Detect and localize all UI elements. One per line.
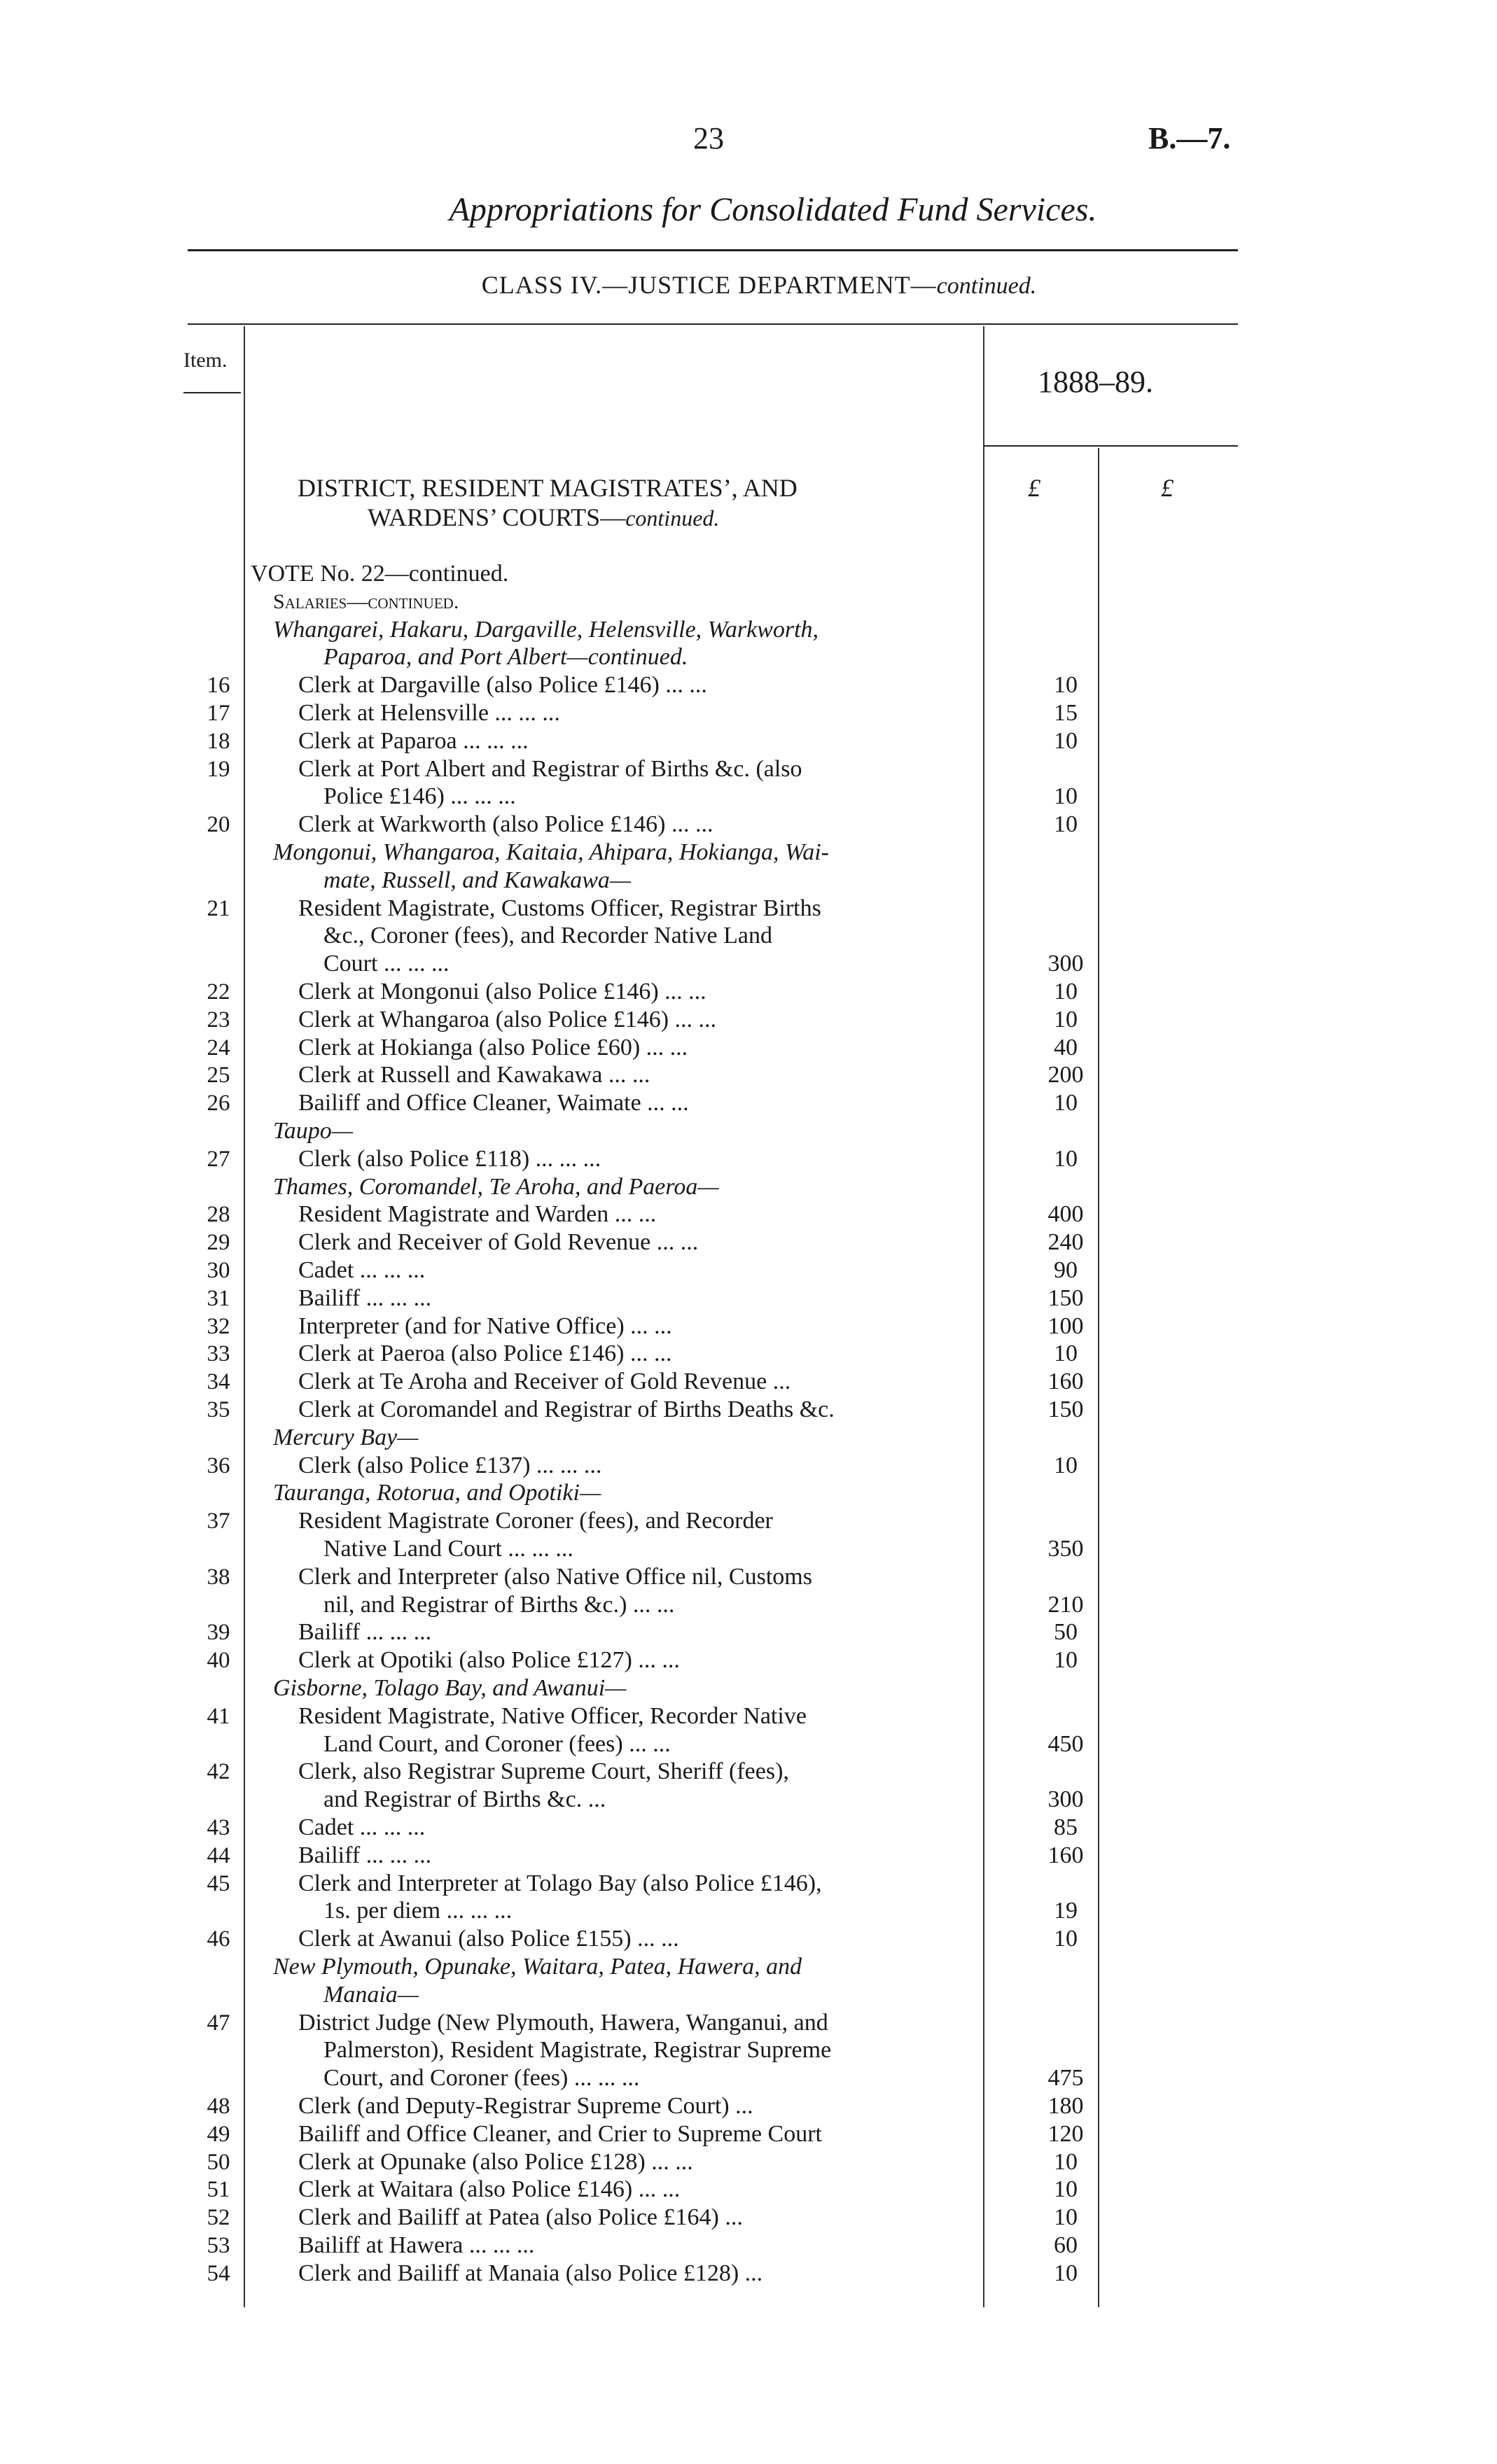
item-description: Manaia— xyxy=(323,1981,419,2008)
item-description: &c., Coroner (fees), and Recorder Native Land xyxy=(323,923,773,949)
table-row xyxy=(0,2036,1497,2064)
section-heading xyxy=(298,473,798,533)
item-description: Clerk (also Police £137) ... ... ... xyxy=(298,1452,602,1478)
item-description: Clerk at Coromandel and Registrar of Births Deaths &c. xyxy=(298,1396,835,1422)
item-description: Clerk at Awanui (also Police £155) ... ... xyxy=(298,1926,679,1952)
item-description: 1s. per diem ... ... ... xyxy=(323,1898,513,1924)
item-amount: 19 xyxy=(1054,1898,1078,1924)
pound-left-header: £ xyxy=(1028,474,1040,502)
table-row xyxy=(0,950,1497,978)
item-description: Clerk at Paeroa (also Police £146) ... ... xyxy=(298,1340,672,1367)
item-amount: 10 xyxy=(1054,2176,1078,2203)
item-description: Tauranga, Rotorua, and Opotiki— xyxy=(273,1480,601,1506)
item-number: 46 xyxy=(207,1926,230,1952)
table-row xyxy=(0,1479,1497,1507)
item-description: Thames, Coromandel, Te Aroha, and Paeroa— xyxy=(273,1173,719,1200)
item-description: mate, Russell, and Kawakawa— xyxy=(323,867,632,893)
item-description: Police £146) ... ... ... xyxy=(323,783,516,810)
table-row xyxy=(0,1674,1497,1702)
table-row xyxy=(0,1061,1497,1089)
item-description: Paparoa, and Port Albert—continued. xyxy=(323,644,688,671)
item-description: Clerk at Paparoa ... ... ... xyxy=(298,727,529,754)
class-heading xyxy=(0,270,1497,300)
item-description: Resident Magistrate, Native Officer, Recorder Native xyxy=(298,1702,807,1729)
section-continued: continued. xyxy=(625,505,720,531)
item-description: Resident Magistrate and Warden ... ... xyxy=(298,1201,657,1228)
table-row xyxy=(0,1452,1497,1480)
item-amount: 300 xyxy=(1047,1786,1084,1813)
table-row xyxy=(0,1563,1497,1591)
item-description: Clerk at Whangaroa (also Police £146) ... ... xyxy=(298,1006,717,1032)
item-description: VOTE No. 22—continued. xyxy=(251,561,509,587)
item-description: Clerk at Opotiki (also Police £127) ... ... xyxy=(298,1647,680,1674)
table-row xyxy=(0,1535,1497,1563)
item-amount: 10 xyxy=(1054,1145,1078,1172)
item-description: Salaries—continued. xyxy=(273,589,459,613)
item-description: Clerk and Bailiff at Patea (also Police £164) ... xyxy=(298,2204,743,2231)
page-title: Appropriations for Consolidated Fund Services. xyxy=(449,191,1097,228)
item-number: 36 xyxy=(207,1452,230,1478)
table-row xyxy=(0,783,1497,811)
item-description: Clerk at Waitara (also Police £146) ... ... xyxy=(298,2176,681,2203)
item-number: 19 xyxy=(207,756,230,782)
item-number: 47 xyxy=(207,2010,230,2036)
item-description: Clerk at Te Aroha and Receiver of Gold Revenue ... xyxy=(298,1368,791,1395)
table-row xyxy=(0,1200,1497,1228)
item-number: 29 xyxy=(207,1230,230,1256)
item-amount: 120 xyxy=(1047,2120,1084,2147)
item-amount: 10 xyxy=(1054,672,1078,699)
item-number: 49 xyxy=(207,2121,230,2147)
table-row xyxy=(0,2148,1497,2176)
item-amount: 150 xyxy=(1047,1396,1084,1422)
item-amount: 40 xyxy=(1054,1034,1078,1060)
item-number: 38 xyxy=(207,1564,230,1590)
page-number: 23 xyxy=(693,121,724,155)
item-number: 22 xyxy=(207,979,230,1004)
item-description: District Judge (New Plymouth, Hawera, Wanganui, and xyxy=(298,2009,828,2036)
item-description: Whangarei, Hakaru, Dargaville, Helensville, Warkworth, xyxy=(273,616,819,643)
item-description: Land Court, and Coroner (fees) ... ... xyxy=(323,1730,671,1757)
item-description: Clerk at Port Albert and Registrar of Births &c. (also xyxy=(298,755,802,782)
table-row xyxy=(0,1284,1497,1312)
item-number: 28 xyxy=(207,1202,230,1228)
item-description: Clerk at Russell and Kawakawa ... ... xyxy=(298,1062,650,1088)
item-description: Clerk, also Registrar Supreme Court, Sheriff (fees), xyxy=(298,1758,789,1785)
item-amount: 15 xyxy=(1054,700,1078,726)
item-description: Clerk and Bailiff at Manaia (also Police £128) ... xyxy=(298,2260,763,2286)
table-row xyxy=(0,643,1497,671)
table-row xyxy=(0,2064,1497,2092)
table-top-rule xyxy=(188,323,1238,325)
table-row xyxy=(0,1897,1497,1925)
item-description: Bailiff at Hawera ... ... ... xyxy=(298,2232,535,2258)
item-description: Clerk at Hokianga (also Police £60) ... ... xyxy=(298,1034,688,1060)
item-amount: 10 xyxy=(1054,1090,1078,1116)
table-row xyxy=(0,1006,1497,1034)
table-row xyxy=(0,1758,1497,1786)
table-row xyxy=(0,867,1497,895)
item-number: 44 xyxy=(207,1842,230,1868)
item-amount: 160 xyxy=(1047,1842,1084,1868)
table-row xyxy=(0,699,1497,727)
item-header-rule xyxy=(183,392,241,393)
item-amount: 300 xyxy=(1047,951,1084,977)
item-number: 45 xyxy=(207,1870,230,1896)
table-row xyxy=(0,1507,1497,1535)
item-number: 20 xyxy=(207,812,230,838)
table-row xyxy=(0,1786,1497,1814)
item-number: 27 xyxy=(207,1146,230,1172)
table-row xyxy=(0,1591,1497,1619)
table-row xyxy=(0,1396,1497,1424)
item-number: 40 xyxy=(207,1648,230,1674)
item-amount: 50 xyxy=(1054,1619,1078,1646)
item-description: Bailiff and Office Cleaner, and Crier to Supreme Court xyxy=(298,2120,822,2147)
item-description: Mongonui, Whangaroa, Kaitaia, Ahipara, Hokianga, Wai- xyxy=(273,839,829,865)
item-description: Clerk and Receiver of Gold Revenue ... ... xyxy=(298,1229,699,1256)
table-row xyxy=(0,616,1497,644)
table-row xyxy=(0,1312,1497,1340)
table-row xyxy=(0,1842,1497,1870)
item-amount: 10 xyxy=(1054,2204,1078,2231)
table-row xyxy=(0,1870,1497,1898)
table-row xyxy=(0,1368,1497,1396)
item-description: Clerk at Helensville ... ... ... xyxy=(298,700,560,726)
item-number: 24 xyxy=(207,1035,230,1060)
item-amount: 150 xyxy=(1047,1284,1084,1311)
item-number: 52 xyxy=(207,2205,230,2231)
table-row xyxy=(0,1228,1497,1256)
item-amount: 350 xyxy=(1047,1536,1084,1562)
item-number: 18 xyxy=(207,728,230,754)
item-description: Resident Magistrate Coroner (fees), and Recorder xyxy=(298,1508,773,1534)
table-row xyxy=(0,1340,1497,1368)
item-number: 25 xyxy=(207,1063,230,1088)
item-description: Clerk at Dargaville (also Police £146) ... ... xyxy=(298,672,707,699)
item-description: Bailiff and Office Cleaner, Waimate ... ... xyxy=(298,1090,689,1116)
item-description: and Registrar of Births &c. ... xyxy=(323,1786,606,1813)
item-description: Bailiff ... ... ... xyxy=(298,1619,432,1646)
item-description: Bailiff ... ... ... xyxy=(298,1842,432,1868)
header-rule xyxy=(188,249,1238,251)
section-heading-line2: WARDENS’ COURTS—continued. xyxy=(368,503,720,531)
table-row xyxy=(0,1814,1497,1842)
item-amount: 10 xyxy=(1054,811,1078,838)
item-number: 51 xyxy=(207,2177,230,2203)
item-number: 23 xyxy=(207,1007,230,1032)
item-number: 30 xyxy=(207,1258,230,1283)
table-row xyxy=(0,588,1497,616)
table-row xyxy=(0,895,1497,923)
item-number: 42 xyxy=(207,1759,230,1785)
item-description: Clerk at Warkworth (also Police £146) ... ... xyxy=(298,811,713,838)
item-number: 43 xyxy=(207,1815,230,1840)
item-amount: 450 xyxy=(1047,1730,1084,1757)
table-row xyxy=(0,922,1497,950)
item-amount: 10 xyxy=(1054,1340,1078,1367)
table-row xyxy=(0,811,1497,839)
table-row xyxy=(0,727,1497,755)
item-amount: 400 xyxy=(1047,1201,1084,1228)
table-row xyxy=(0,560,1497,588)
item-description: Cadet ... ... ... xyxy=(298,1257,426,1283)
item-description: Bailiff ... ... ... xyxy=(298,1284,432,1311)
item-amount: 475 xyxy=(1047,2065,1084,2092)
item-number: 35 xyxy=(207,1397,230,1422)
item-amount: 10 xyxy=(1054,979,1078,1004)
table-row xyxy=(0,1953,1497,1981)
item-description: New Plymouth, Opunake, Waitara, Patea, Hawera, and xyxy=(273,1954,802,1980)
item-number: 21 xyxy=(207,895,230,921)
table-row xyxy=(0,1646,1497,1674)
item-number: 50 xyxy=(207,2149,230,2175)
class-label: CLASS IV.—JUSTICE DEPARTMENT— xyxy=(481,271,937,299)
table-row xyxy=(0,671,1497,699)
table-row xyxy=(0,2232,1497,2260)
item-number: 34 xyxy=(207,1369,230,1395)
item-amount: 10 xyxy=(1054,2260,1078,2286)
item-amount: 10 xyxy=(1054,1647,1078,1674)
item-description: Clerk and Interpreter at Tolago Bay (also Police £146), xyxy=(298,1870,822,1896)
item-number: 54 xyxy=(207,2260,230,2286)
table-row xyxy=(0,2176,1497,2204)
item-description: Palmerston), Resident Magistrate, Registrar Supreme xyxy=(323,2037,832,2064)
item-description: nil, and Registrar of Births &c.) ... ... xyxy=(323,1591,675,1618)
item-description: Clerk (also Police £118) ... ... ... xyxy=(298,1145,601,1172)
item-amount: 210 xyxy=(1047,1591,1084,1618)
table-row xyxy=(0,2092,1497,2120)
table-row xyxy=(0,2260,1497,2288)
table-row xyxy=(0,839,1497,867)
item-description: Clerk and Interpreter (also Native Office nil, Customs xyxy=(298,1563,812,1590)
item-description: Native Land Court ... ... ... xyxy=(323,1536,573,1562)
table-row xyxy=(0,1256,1497,1284)
item-description: Court ... ... ... xyxy=(323,951,450,977)
year-header-rule xyxy=(984,445,1238,447)
item-amount: 10 xyxy=(1054,2148,1078,2175)
table-row xyxy=(0,1730,1497,1758)
item-amount: 10 xyxy=(1054,727,1078,754)
item-number: 16 xyxy=(207,673,230,699)
pound-right-header: £ xyxy=(1161,474,1174,502)
item-description: Taupo— xyxy=(273,1118,354,1144)
item-number: 33 xyxy=(207,1341,230,1367)
section-heading-line1: DISTRICT, RESIDENT MAGISTRATES’, AND xyxy=(298,474,798,502)
table-row xyxy=(0,1117,1497,1145)
table-row xyxy=(0,1424,1497,1452)
table-row xyxy=(0,1925,1497,1953)
item-description: Clerk at Mongonui (also Police £146) ... ... xyxy=(298,979,706,1004)
item-amount: 240 xyxy=(1047,1229,1084,1256)
table-row xyxy=(0,1089,1497,1117)
item-amount: 10 xyxy=(1054,1452,1078,1478)
item-description: Mercury Bay— xyxy=(273,1424,419,1450)
item-amount: 60 xyxy=(1054,2232,1078,2258)
item-number: 26 xyxy=(207,1091,230,1116)
item-description: Interpreter (and for Native Office) ... ... xyxy=(298,1312,672,1339)
year-column-header: 1888–89. xyxy=(1038,365,1153,399)
item-number: 41 xyxy=(207,1703,230,1729)
table-row xyxy=(0,1618,1497,1646)
item-description: Clerk (and Deputy-Registrar Supreme Court) ... xyxy=(298,2093,753,2119)
class-continued: continued. xyxy=(936,273,1037,299)
item-column-header: Item. xyxy=(183,349,228,372)
item-amount: 85 xyxy=(1054,1814,1078,1840)
item-number: 31 xyxy=(207,1285,230,1311)
item-amount: 200 xyxy=(1047,1062,1084,1088)
item-amount: 160 xyxy=(1047,1368,1084,1395)
item-description: Cadet ... ... ... xyxy=(298,1814,426,1840)
table-row xyxy=(0,2204,1497,2232)
document-reference: B.—7. xyxy=(1148,121,1231,155)
table-row xyxy=(0,1981,1497,2009)
item-amount: 10 xyxy=(1054,1006,1078,1032)
table-row xyxy=(0,1034,1497,1062)
item-number: 48 xyxy=(207,2094,230,2119)
item-number: 37 xyxy=(207,1508,230,1534)
item-number: 39 xyxy=(207,1620,230,1646)
item-number: 53 xyxy=(207,2233,230,2258)
item-amount: 90 xyxy=(1054,1257,1078,1283)
item-amount: 10 xyxy=(1054,783,1078,810)
item-amount: 180 xyxy=(1047,2093,1084,2119)
item-description: Gisborne, Tolago Bay, and Awanui— xyxy=(273,1675,627,1701)
table-row xyxy=(0,755,1497,783)
table-row xyxy=(0,2009,1497,2037)
item-amount: 10 xyxy=(1054,1926,1078,1952)
item-number: 32 xyxy=(207,1313,230,1339)
item-description: Resident Magistrate, Customs Officer, Registrar Births xyxy=(298,895,821,921)
table-row xyxy=(0,1145,1497,1173)
table-row xyxy=(0,1702,1497,1730)
item-description: Clerk at Opunake (also Police £128) ... ... xyxy=(298,2148,693,2175)
item-description: Court, and Coroner (fees) ... ... ... xyxy=(323,2065,640,2092)
table-row xyxy=(0,2120,1497,2148)
table-row xyxy=(0,978,1497,1006)
item-amount: 100 xyxy=(1047,1312,1084,1339)
item-number: 17 xyxy=(207,701,230,726)
table-row xyxy=(0,1173,1497,1201)
